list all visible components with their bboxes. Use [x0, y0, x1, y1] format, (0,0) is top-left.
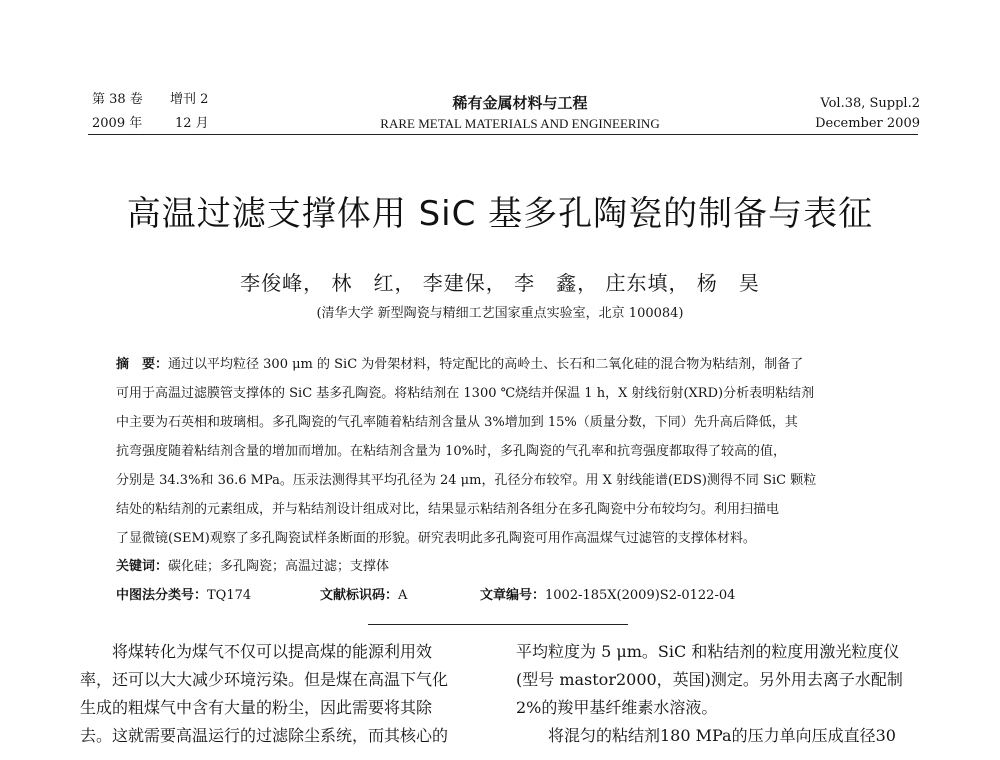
abstract-label: 摘 要：: [116, 357, 169, 372]
body-line: 去。这就需要高温运行的过滤除尘系统，而其核心的: [80, 726, 449, 745]
abstract-line: 分别是 34.3%和 36.6 MPa。压汞法测得其平均孔径为 24 μm，孔径分布较窄。用 X 射线能谱(EDS)测得不同 SiC 颗粒: [116, 473, 817, 488]
body-line: 2%的羧甲基纤维素水溶液。: [516, 698, 718, 717]
volume-label: 第 38 卷: [92, 92, 143, 107]
abstract-line: 中主要为石英相和玻璃相。多孔陶瓷的气孔率随着粘结剂含量从 3%增加到 15%（质量分数，下同）先升高后降低，其: [116, 415, 798, 430]
article-number: 文章编号：1002-185X(2009)S2-0122-04: [480, 588, 736, 603]
header-rule: [88, 134, 918, 135]
body-line: 将煤转化为煤气不仅可以提高煤的能源利用效: [112, 642, 433, 661]
year-label: 2009 年: [92, 116, 143, 131]
journal-title-cn: 稀有金属材料与工程: [452, 94, 588, 112]
abstract-line: 结处的粘结剂的元素组成，并与粘结剂设计组成对比，结果显示粘结剂各组分在多孔陶瓷中分布较均匀。利用扫描电: [116, 502, 780, 517]
section-rule: [368, 624, 628, 625]
body-line: 平均粒度为 5 μm。SiC 和粘结剂的粒度用激光粒度仪: [516, 642, 900, 661]
document-code: 文献标识码：A: [320, 588, 408, 603]
keywords: [116, 558, 389, 576]
affiliation: (清华大学 新型陶瓷与精细工艺国家重点实验室，北京 100084): [316, 306, 684, 321]
body-line: 将混匀的粘结剂180 MPa的压力单向压成直径30: [548, 726, 896, 745]
volume-en: Vol.38, Suppl.2: [820, 96, 920, 111]
body-line: 生成的粗煤气中含有大量的粉尘，因此需要将其除: [80, 698, 433, 717]
paper-title: 高温过滤支撑体用 SiC 基多孔陶瓷的制备与表征: [126, 194, 874, 234]
keywords-text: 碳化硅；多孔陶瓷；高温过滤；支撑体: [168, 559, 390, 574]
abstract-line: 了显微镜(SEM)观察了多孔陶瓷试样条断面的形貌。研究表明此多孔陶瓷可用作高温煤气过滤管的支撑体材料。: [116, 531, 756, 546]
body-line: 率，还可以大大减少环境污染。但是煤在高温下气化: [80, 670, 449, 689]
author-list: 李俊峰， 林 红， 李建保， 李 鑫， 庄东填， 杨 昊: [240, 271, 760, 295]
keywords-label: 关键词：: [116, 559, 169, 574]
date-en: December 2009: [815, 116, 920, 131]
journal-title-en: RARE METAL MATERIALS AND ENGINEERING: [380, 116, 660, 131]
abstract-line: 抗弯强度随着粘结剂含量的增加而增加。在粘结剂含量为 10%时，多孔陶瓷的气孔率和抗弯强度都取得了较高的值，: [116, 444, 787, 459]
abstract-line: 摘 要：通过以平均粒径 300 μm 的 SiC 为骨架材料，特定配比的高岭土、长石和二氧化硅的混合物为粘结剂，制备了: [116, 357, 804, 372]
issue-label: 增刊 2: [170, 92, 209, 107]
abstract-line: 可用于高温过滤膜管支撑体的 SiC 基多孔陶瓷。将粘结剂在 1300 ℃烧结并保温 1 h，X 射线衍射(XRD)分析表明粘结剂: [116, 386, 815, 401]
month-label: 12 月: [175, 116, 209, 131]
clc-number: 中图法分类号：TQ174: [116, 588, 252, 603]
body-line: (型号 mastor2000，英国)测定。另外用去离子水配制: [516, 670, 903, 689]
